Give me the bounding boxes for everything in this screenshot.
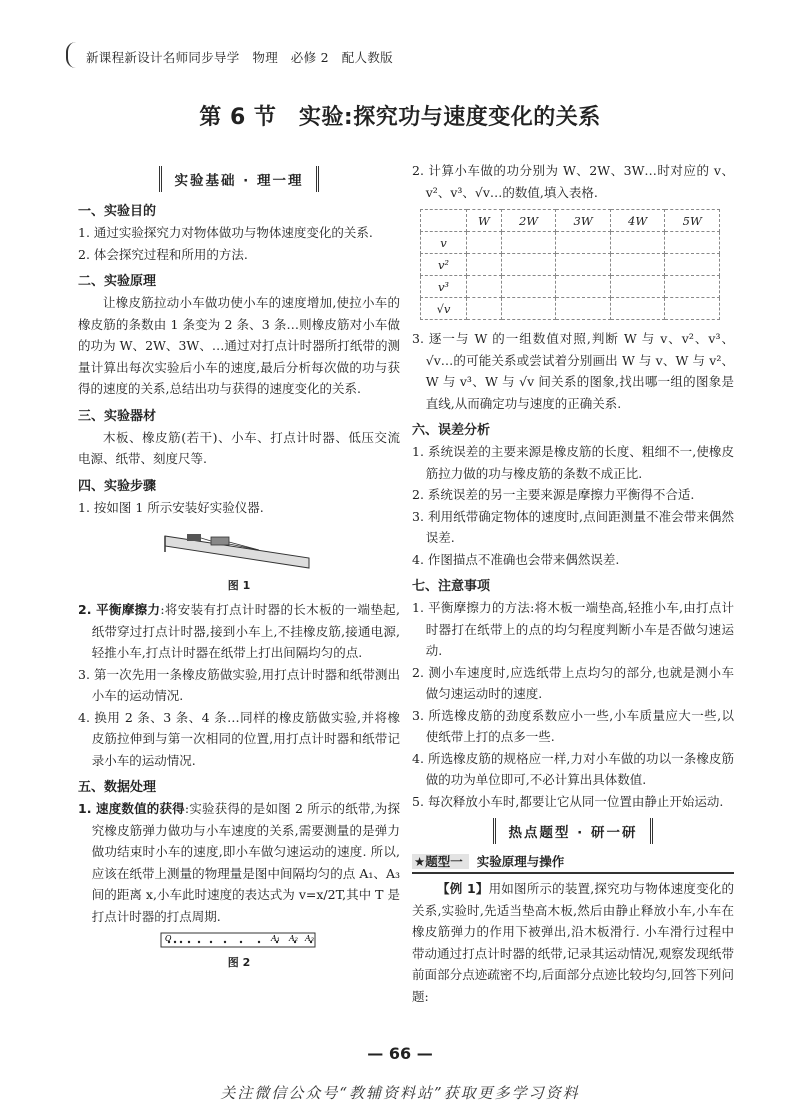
section-banner: 实验基础 · 理一理 — [78, 166, 400, 192]
section-heading: 三、实验器材 — [78, 408, 157, 424]
table-row — [421, 254, 720, 276]
paragraph: 4. 作图描点不准确也会带来偶然误差. — [412, 551, 620, 567]
tape-label-a3: A₃ — [305, 934, 314, 943]
paragraph: 2. 平衡摩擦力:将安装有打点计时器的长木板的一端垫起,纸带穿过打点计时器,接到小车上,不挂橡皮筋,接通电源,轻推小车,打点计时器在纸带上打出间隔均匀的点. — [78, 602, 400, 660]
section-heading: 四、实验步骤 — [78, 478, 157, 494]
footer-note: 关注微信公众号“教辅资料站”获取更多学习资料 — [220, 1084, 580, 1102]
example-label: 【例 1】 — [437, 881, 489, 896]
table-col-header: 2W — [501, 210, 556, 232]
data-table — [420, 209, 720, 320]
table-row-header: v³ — [421, 276, 467, 298]
table-col-header: 5W — [665, 210, 720, 232]
table-col-header: 4W — [610, 210, 665, 232]
paragraph: 3. 逐一与 W 的一组数值对照,判断 W 与 v、v²、v³、√v…的可能关系或尝试着分别画出 W 与 v、W 与 v²、W 与 v³、W 与 √v 间关系的图象,找出哪一组的图象是直线,从而确定功与速度的正确关系. — [412, 331, 734, 411]
tape-label-a2: A₂ — [289, 934, 298, 943]
topic-title: 实验原理与操作 — [476, 854, 565, 869]
step-label: 1. 速度数值的获得 — [78, 801, 185, 816]
right-column — [412, 160, 734, 1007]
paragraph: 2. 计算小车做的功分别为 W、2W、3W…时对应的 v、v²、v³、√v…的数值,填入表格. — [412, 163, 734, 200]
page-title: 第 6 节 实验:探究功与速度变化的关系 — [199, 105, 601, 130]
section-heading: 一、实验目的 — [78, 204, 157, 219]
paragraph: 5. 每次释放小车时,都要让它从同一位置由静止开始运动. — [412, 793, 724, 809]
table-row-header: √v — [421, 298, 467, 320]
apparatus-illustration — [159, 522, 319, 574]
table-col-header: 3W — [556, 210, 611, 232]
paragraph: 1. 速度数值的获得:实验获得的是如图 2 所示的纸带,为探究橡皮筋弹力做功与小车速度的关系,需要测量的是弹力做功结束时小车的速度,即小车做匀速运动的速度. 所以,应该在纸带上测量的物理量是图中间隔均匀的点 A₁、A₃ 间的距离 x,小车此时速度的表达式为 v=x/2T,其中 T 是打点计时器的打点周期. — [78, 801, 400, 924]
paper-tape-illustration — [159, 931, 319, 951]
table-row — [421, 298, 720, 320]
paragraph: 1. 按如图 1 所示安装好实验仪器. — [78, 499, 264, 515]
tape-label-o: O — [165, 934, 172, 943]
table-row — [421, 232, 720, 254]
step-label: 2. 平衡摩擦力 — [78, 602, 161, 617]
figure-caption: 图 2 — [227, 956, 251, 969]
paragraph: 3. 第一次先用一条橡皮筋做实验,用打点计时器和纸带测出小车的运动情况. — [78, 666, 400, 703]
section-heading: 六、误差分析 — [412, 423, 491, 438]
paragraph: 木板、橡皮筋(若干)、小车、打点计时器、低压交流电源、纸带、刻度尺等. — [78, 429, 400, 466]
paragraph: 2. 系统误差的另一主要来源是摩擦力平衡得不合适. — [412, 487, 695, 502]
header-bracket — [66, 42, 76, 68]
paragraph: 1. 系统误差的主要来源是橡皮筋的长度、粗细不一,使橡皮筋拉力做的功与橡皮筋的条数不成正比. — [412, 444, 734, 481]
figure-1 — [78, 522, 400, 593]
table-row-header: v — [421, 232, 467, 254]
section-heading: 七、注意事项 — [412, 579, 491, 594]
paragraph: 让橡皮筋拉动小车做功使小车的速度增加,使拉小车的橡皮筋的条数由 1 条变为 2 条、3 条…则橡皮筋对小车做的功为 W、2W、3W、…通过对打点计时器所打纸带的测量计算出每次实验后小车的速度,最后分析每次做的功与获得的速度的关系,总结出功与获得的速度变化的关系. — [78, 295, 400, 396]
topic-label: ★题型一 — [412, 854, 469, 869]
tape-label-a1: A₁ — [271, 934, 280, 943]
left-column — [78, 160, 400, 976]
section-heading: 五、数据处理 — [78, 780, 157, 795]
paragraph: 1. 通过实验探究力对物体做功与物体速度变化的关系. — [78, 225, 373, 240]
figure-2 — [78, 931, 400, 970]
table-col-header: W — [467, 210, 502, 232]
figure-caption: 图 1 — [227, 579, 251, 592]
topic-heading — [412, 852, 734, 874]
paragraph: 4. 换用 2 条、3 条、4 条…同样的橡皮筋做实验,并将橡皮筋拉伸到与第一次相同的位置,用打点计时器和纸带记录小车的运动情况. — [78, 709, 400, 768]
section-banner: 热点题型 · 研一研 — [412, 818, 734, 844]
table-row — [421, 276, 720, 298]
paragraph: 1. 平衡摩擦力的方法:将木板一端垫高,轻推小车,由打点计时器打在纸带上的点的均匀程度判断小车是否做匀速运动. — [412, 600, 734, 658]
paragraph: 3. 利用纸带确定物体的速度时,点间距测量不准会带来偶然误差. — [412, 508, 734, 545]
section-heading: 二、实验原理 — [78, 274, 157, 289]
paragraph: 2. 体会探究过程和所用的方法. — [78, 246, 248, 262]
table-header-row — [421, 210, 720, 232]
table-row-header: v² — [421, 254, 467, 276]
paragraph: 2. 测小车速度时,应选纸带上点均匀的部分,也就是测小车做匀速运动时的速度. — [412, 664, 734, 701]
running-header: 新课程新设计名师同步导学 物理 必修 2 配人教版 — [86, 50, 393, 65]
example-paragraph: 【例 1】用如图所示的装置,探究功与物体速度变化的关系,实验时,先适当垫高木板,然后由静止释放小车,小车在橡皮筋弹力的作用下被弹出,沿木板滑行. 小车滑行过程中带动通过打点计时器的纸带,记录其运动情况,观察发现纸带前面部分点迹疏密不均,后面部分点迹比较均匀,回答下列问题: — [412, 881, 734, 1004]
paragraph: 4. 所选橡皮筋的规格应一样,力对小车做的功以一条橡皮筋做的功为单位即可,不必计算出具体数值. — [412, 750, 734, 787]
table-corner-cell — [421, 210, 467, 232]
paragraph: 3. 所选橡皮筋的劲度系数应小一些,小车质量应大一些,以使纸带上打的点多一些. — [412, 707, 734, 744]
page-number: — 66 — — [367, 1044, 433, 1063]
